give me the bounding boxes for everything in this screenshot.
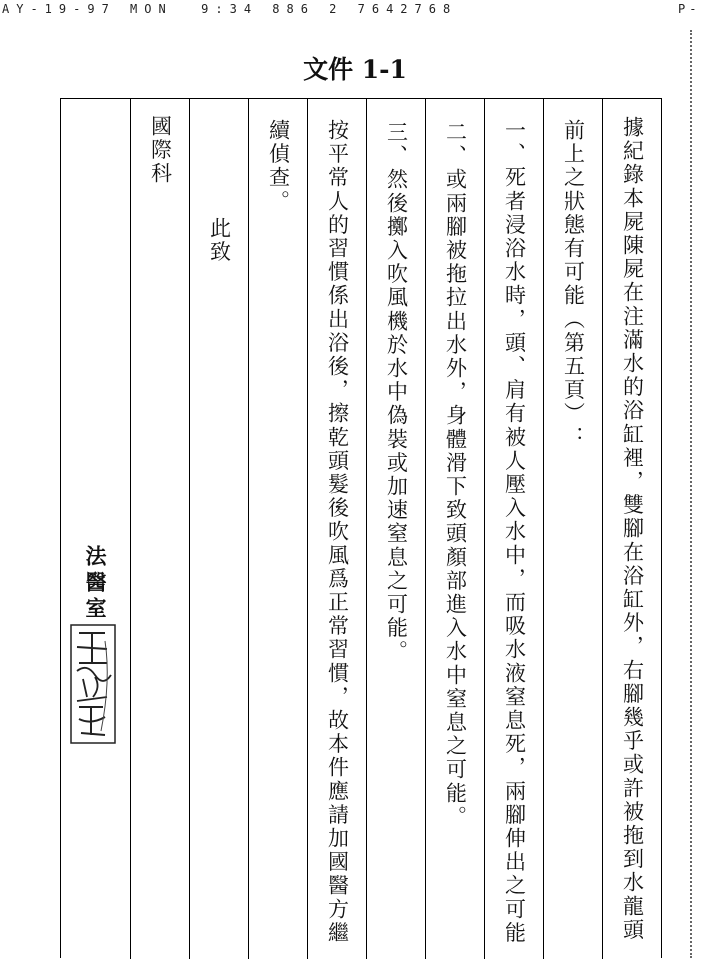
document-title: 文件 1-1 (303, 55, 407, 84)
column-3 (484, 99, 543, 959)
column-closing (189, 99, 248, 959)
fax-header-timestamp: AY-19-97 MON 9:34 886 2 7642768 (2, 2, 458, 16)
column-2 (543, 99, 602, 959)
addressee: 國際科 (148, 115, 173, 186)
seal-stamp (65, 621, 123, 749)
column-1 (602, 99, 661, 959)
column-addressee (130, 99, 189, 959)
body-line-3: 一、死者浸浴水時，頭、肩有被人壓入水中，而吸水液窒息死，兩腳伸出之可能 (502, 119, 527, 945)
fax-header-page: P- (678, 2, 701, 16)
column-5 (366, 99, 425, 959)
body-line-7: 續偵查。 (266, 119, 291, 214)
column-sender (61, 99, 130, 959)
document-frame (60, 98, 662, 958)
column-4 (425, 99, 484, 959)
column-7 (248, 99, 307, 959)
column-6 (307, 99, 366, 959)
sender: 法醫室 (83, 545, 108, 623)
fax-margin-dotted-line (690, 30, 692, 958)
closing-phrase: 此致 (207, 217, 232, 265)
body-line-5: 三、然後擲入吹風機於水中偽裝或加速窒息之可能。 (384, 121, 409, 664)
body-line-4: 二、或兩腳被拖拉出水外，身體滑下致頭顏部進入水中窒息之可能。 (443, 121, 468, 829)
body-line-2: 前上之狀態有可能（第五頁）： (561, 119, 586, 450)
body-line-6: 按平常人的習慣係出浴後，擦乾頭髮後吹風爲正常習慣，故本件應請加國醫方繼 (325, 119, 350, 945)
body-line-1: 據紀錄本屍陳屍在注滿水的浴缸裡，雙腳在浴缸外，右腳幾乎或許被拖到水龍頭 (620, 116, 645, 942)
